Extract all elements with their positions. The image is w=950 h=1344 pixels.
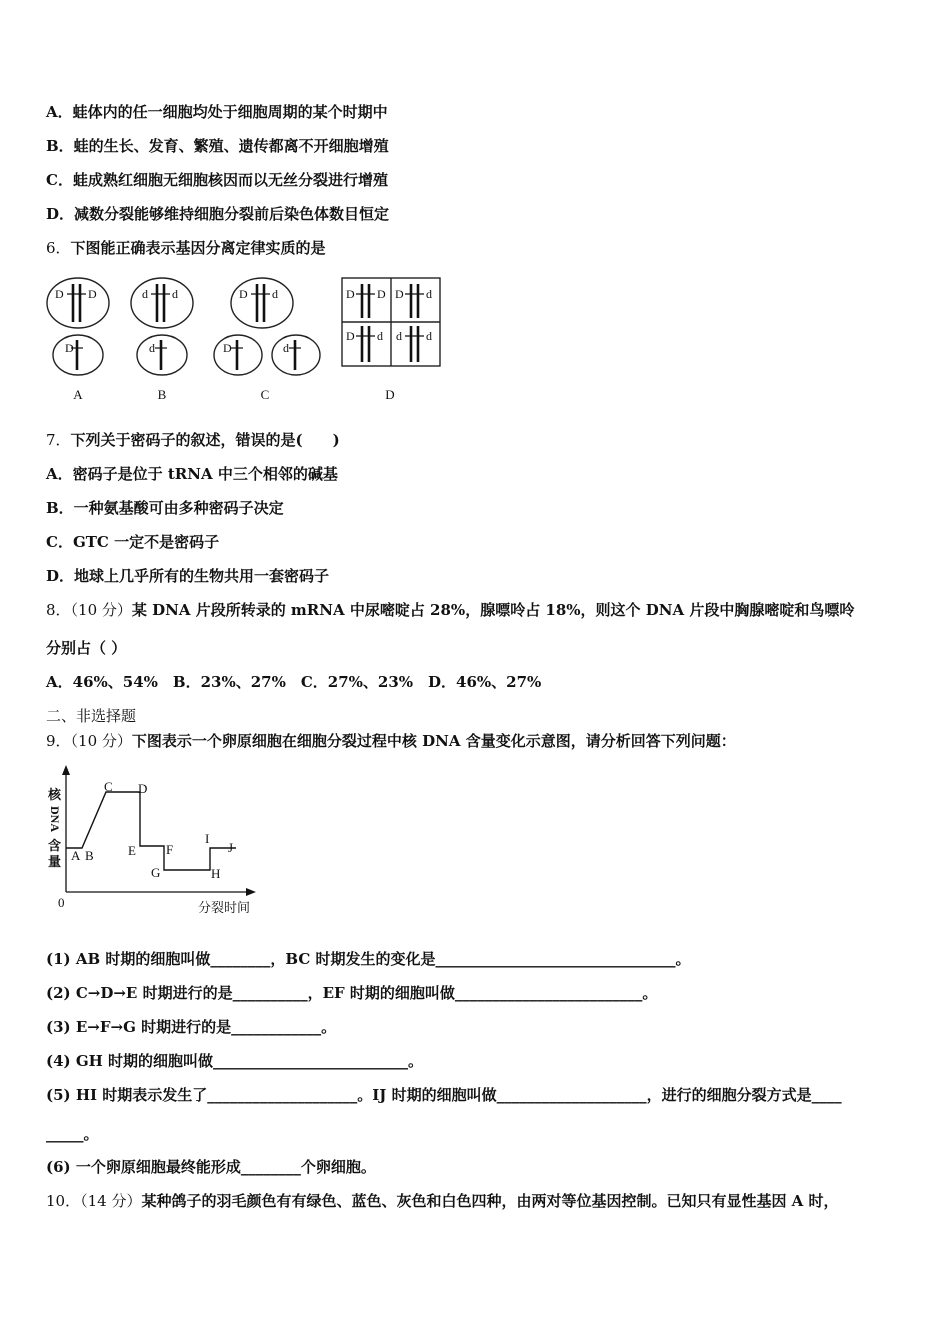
figure-label-a: A <box>73 387 83 402</box>
section-heading: 二、非选择题 <box>46 707 137 725</box>
q5-option-d: D．减数分裂能够维持细胞分裂前后染色体数目恒定 <box>46 205 390 223</box>
q9-sub-5-continued: _____。 <box>46 1125 99 1143</box>
allele-label: d <box>142 287 148 301</box>
q9-question <box>46 731 736 751</box>
point-label: F <box>166 842 174 857</box>
y-axis-arrow <box>62 765 70 775</box>
allele-label: D <box>223 341 232 355</box>
q10-question <box>46 1191 839 1211</box>
allele-label: D <box>239 287 248 301</box>
cell-b-parent <box>131 278 193 328</box>
figure-label-c: C <box>260 387 270 402</box>
q7-option-a: A．密码子是位于 tRNA 中三个相邻的碱基 <box>46 465 338 483</box>
q5-option-b: B．蛙的生长、发育、繁殖、遗传都离不开细胞增殖 <box>46 137 389 155</box>
point-label: D <box>138 781 148 796</box>
q7-option-d: D．地球上几乎所有的生物共用一套密码子 <box>46 567 330 585</box>
q7-stem: 下列关于密码子的叙述，错误的是( ) <box>70 431 340 449</box>
q8-question <box>46 600 854 620</box>
q7-question <box>46 430 340 450</box>
q8-number: 8． <box>46 601 71 619</box>
figure-label-d: D <box>385 387 395 402</box>
q10-number: 10． <box>46 1192 81 1210</box>
point-label: E <box>128 843 136 858</box>
q9-score: （10 分） <box>70 732 132 750</box>
y-label: 含 <box>48 838 62 853</box>
y-label: 核 <box>48 787 62 802</box>
y-label: 量 <box>48 854 62 869</box>
q6-question <box>46 238 326 258</box>
allele-label: d <box>149 341 155 355</box>
q10-score: （14 分） <box>80 1192 142 1210</box>
q9-number: 9． <box>46 732 71 750</box>
q10-stem: 某种鸽子的羽毛颜色有有绿色、蓝色、灰色和白色四种，由两对等位基因控制。已知只有显性基因 A 时， <box>141 1192 839 1210</box>
allele-label: d <box>426 329 432 343</box>
allele-label: d <box>377 329 383 343</box>
allele-label: d <box>396 329 402 343</box>
y-label: DNA <box>48 806 62 832</box>
point-label: H <box>211 866 221 881</box>
q9-sub-6: (6) 一个卵原细胞最终能形成________个卵细胞。 <box>46 1158 376 1176</box>
allele-label: D <box>395 287 404 301</box>
cell-c-parent <box>231 278 293 328</box>
allele-label: D <box>346 329 355 343</box>
cell-a-parent <box>47 278 109 328</box>
point-label: B <box>85 848 94 863</box>
point-label: J <box>228 840 234 855</box>
q9-stem: 下图表示一个卵原细胞在细胞分裂过程中核 DNA 含量变化示意图，请分析回答下列问题： <box>131 732 736 750</box>
x-axis-arrow <box>246 888 256 896</box>
q8-options: A．46%、54% B．23%、27% C．27%、23% D．46%、27% <box>46 673 542 691</box>
q8-stem-continued: 分别占（ ） <box>46 639 127 657</box>
q8-stem: 某 DNA 片段所转录的 mRNA 中尿嘧啶占 28%，腺嘌呤占 18%，则这个 DNA 片段中胸腺嘧啶和鸟嘌呤 <box>131 601 855 619</box>
allele-label: D <box>377 287 386 301</box>
point-label: I <box>205 831 210 846</box>
origin-label: 0 <box>58 895 65 910</box>
q7-number: 7． <box>46 431 71 449</box>
q8-score: （10 分） <box>70 601 132 619</box>
dna-content-graph <box>40 762 280 922</box>
q5-option-c: C．蛙成熟红细胞无细胞核因而以无丝分裂进行增殖 <box>46 171 388 189</box>
q5-option-a: A．蛙体内的任一细胞均处于细胞周期的某个时期中 <box>46 103 388 121</box>
allele-label: D <box>88 287 97 301</box>
point-label: C <box>104 779 113 794</box>
q9-sub-3: (3) E→F→G 时期进行的是____________。 <box>46 1018 337 1036</box>
point-label: G <box>151 865 161 880</box>
q6-number: 6． <box>46 239 71 257</box>
figure-label-b: B <box>157 387 167 402</box>
q6-stem: 下图能正确表示基因分离定律实质的是 <box>70 239 326 257</box>
q9-sub-4: (4) GH 时期的细胞叫做__________________________。 <box>46 1052 424 1070</box>
q9-sub-1: (1) AB 时期的细胞叫做________，BC 时期发生的变化是________________________________。 <box>46 950 691 968</box>
q7-option-c: C．GTC 一定不是密码子 <box>46 533 220 551</box>
allele-label: d <box>272 287 278 301</box>
allele-label: D <box>346 287 355 301</box>
point-label: A <box>71 848 81 863</box>
allele-label: d <box>426 287 432 301</box>
x-label: 分裂时间 <box>198 900 251 915</box>
allele-label: D <box>55 287 64 301</box>
allele-label: D <box>65 341 74 355</box>
allele-label: d <box>283 341 289 355</box>
q9-sub-5: (5) HI 时期表示发生了____________________。IJ 时期的细胞叫做____________________，进行的细胞分裂方式是____ <box>46 1086 842 1104</box>
allele-label: d <box>172 287 178 301</box>
q9-sub-2: (2) C→D→E 时期进行的是__________，EF 时期的细胞叫做_________________________。 <box>46 984 658 1002</box>
q7-option-b: B．一种氨基酸可由多种密码子决定 <box>46 499 284 517</box>
q6-figure <box>40 272 450 407</box>
